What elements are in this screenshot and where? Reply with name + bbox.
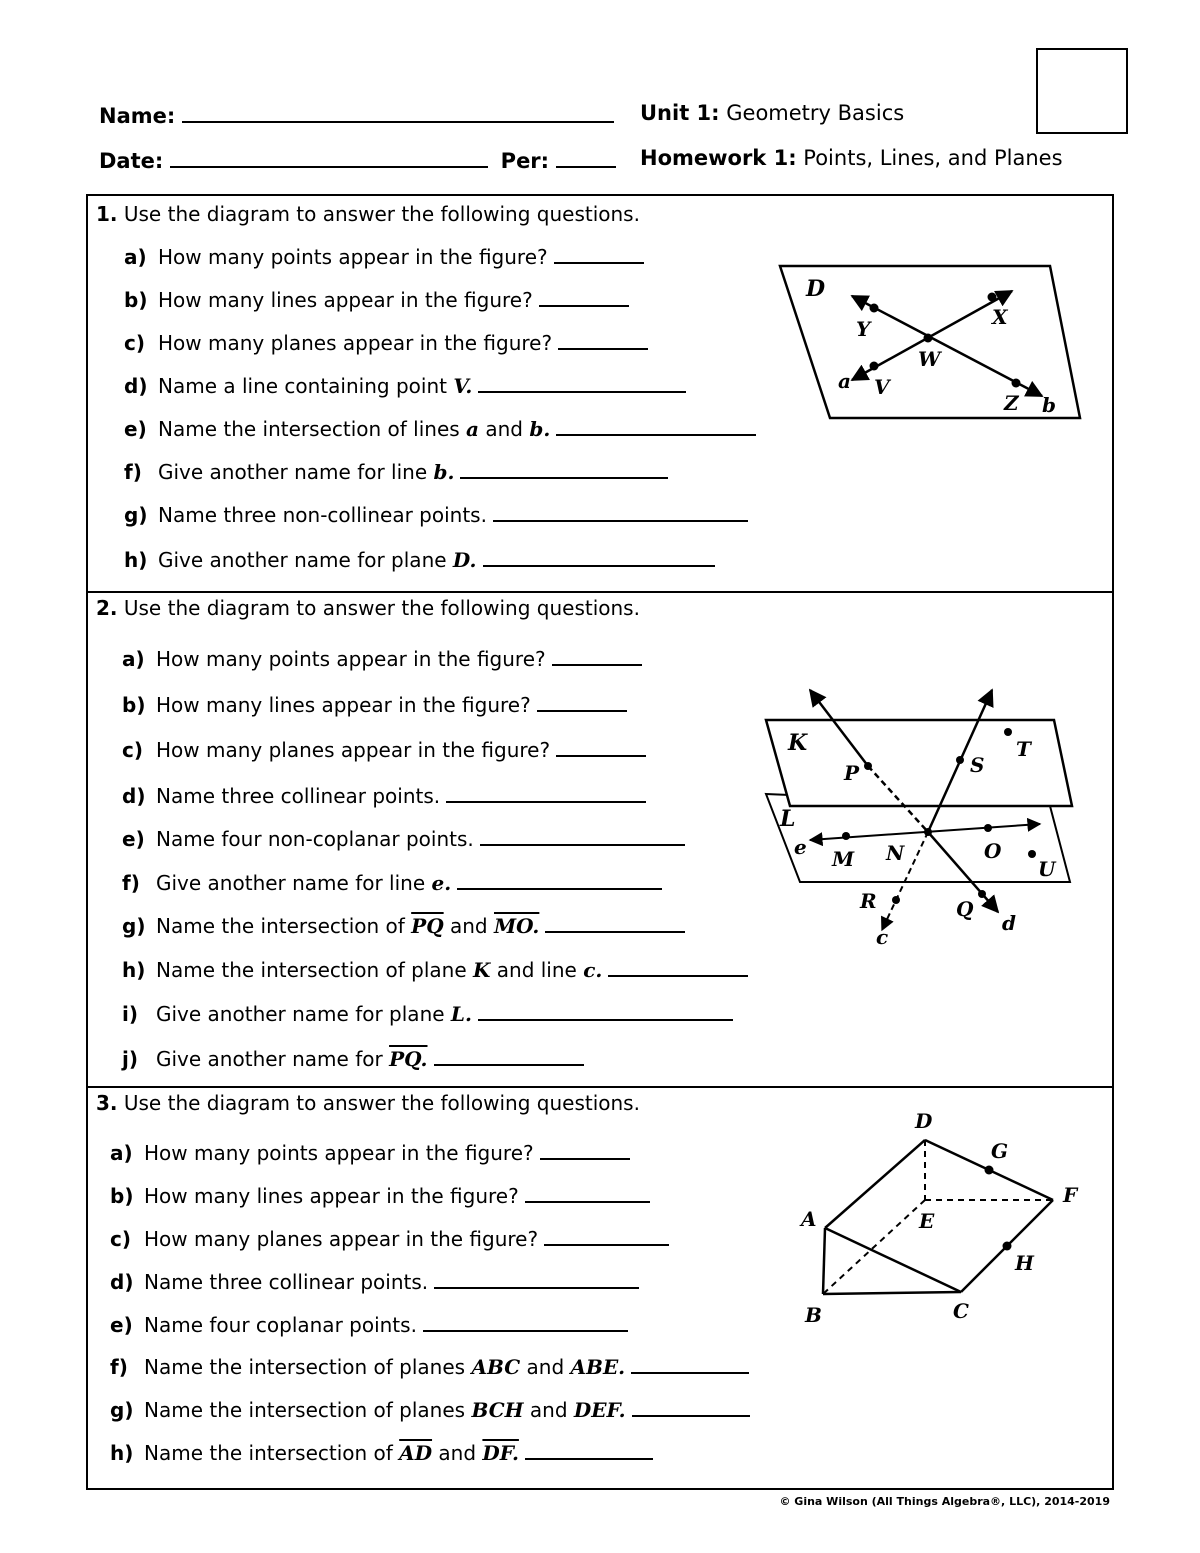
svg-text:K: K (788, 730, 808, 756)
answer-blank[interactable] (556, 737, 646, 757)
svg-text:G: G (991, 1139, 1009, 1163)
s2-question-j: j) Give another name for PQ. (122, 1046, 584, 1071)
score-box[interactable] (1036, 48, 1128, 134)
figure-2-planes-k-l (760, 682, 1090, 952)
unit-title: Geometry Basics (726, 101, 905, 125)
s1-question-g: g) Name three non-collinear points. (124, 502, 748, 527)
answer-blank[interactable] (632, 1397, 750, 1417)
answer-blank[interactable] (556, 416, 756, 436)
svg-text:U: U (1038, 857, 1056, 881)
svg-text:d: d (1002, 911, 1016, 935)
answer-blank[interactable] (539, 287, 629, 307)
section-2-title: 2. Use the diagram to answer the following questions. (96, 596, 640, 620)
answer-blank[interactable] (434, 1269, 639, 1289)
per-field[interactable] (556, 146, 616, 168)
answer-blank[interactable] (554, 244, 644, 264)
svg-text:A: A (801, 1207, 817, 1231)
svg-text:N: N (886, 841, 905, 865)
s2-question-g: g) Name the intersection of $\overline{PQ}$ and MO. (122, 913, 685, 938)
svg-text:b: b (1042, 393, 1056, 417)
svg-text:Y: Y (856, 317, 871, 341)
name-field[interactable] (182, 101, 614, 123)
s2-question-h: h) Name the intersection of plane K and line c. (122, 957, 748, 982)
answer-blank[interactable] (545, 913, 685, 933)
answer-blank[interactable] (457, 870, 662, 890)
svg-text:M: M (832, 847, 855, 871)
svg-text:Q: Q (956, 897, 974, 921)
svg-text:a: a (838, 369, 851, 393)
s3-question-a: a) How many points appear in the figure? (110, 1140, 630, 1165)
figure-1-plane-d (770, 258, 1090, 428)
homework-label: Homework 1: (640, 146, 797, 170)
s1-question-b: b) How many lines appear in the figure? (124, 287, 629, 312)
section-1-title: 1. Use the diagram to answer the following questions. (96, 202, 640, 226)
svg-text:Z: Z (1004, 391, 1019, 415)
answer-blank[interactable] (434, 1046, 584, 1066)
svg-text:R: R (860, 889, 877, 913)
s2-question-c: c) How many planes appear in the figure? (122, 737, 646, 762)
answer-blank[interactable] (423, 1312, 628, 1332)
svg-text:B: B (805, 1303, 822, 1327)
per-label: Per: (500, 149, 550, 173)
answer-blank[interactable] (537, 692, 627, 712)
date-field[interactable] (170, 146, 488, 168)
homework-row (640, 146, 1063, 170)
svg-text:S: S (970, 753, 985, 777)
homework-title: Points, Lines, and Planes (803, 146, 1063, 170)
s3-question-b: b) How many lines appear in the figure? (110, 1183, 650, 1208)
s3-question-c: c) How many planes appear in the figure? (110, 1226, 669, 1251)
name-row (99, 101, 614, 128)
svg-text:X: X (992, 305, 1008, 329)
answer-blank[interactable] (480, 826, 685, 846)
svg-text:V: V (874, 375, 890, 399)
svg-text:L: L (780, 806, 796, 832)
unit-row (640, 101, 904, 125)
answer-blank[interactable] (460, 459, 668, 479)
answer-blank[interactable] (478, 1001, 733, 1021)
copyright-footer: © Gina Wilson (All Things Algebra®, LLC), 2014-2019 (779, 1495, 1110, 1508)
s1-question-a: a) How many points appear in the figure? (124, 244, 644, 269)
answer-blank[interactable] (446, 783, 646, 803)
s1-question-c: c) How many planes appear in the figure? (124, 330, 648, 355)
figure-3-prism (795, 1104, 1095, 1334)
s3-question-e: e) Name four coplanar points. (110, 1312, 628, 1337)
answer-blank[interactable] (544, 1226, 669, 1246)
s2-question-b: b) How many lines appear in the figure? (122, 692, 627, 717)
answer-blank[interactable] (493, 502, 748, 522)
answer-blank[interactable] (478, 373, 686, 393)
s3-question-h: h) Name the intersection of $\overline{AD}$ and DF. (110, 1440, 653, 1465)
svg-text:c: c (876, 925, 889, 949)
s2-question-a: a) How many points appear in the figure? (122, 646, 642, 671)
svg-text:O: O (984, 839, 1002, 863)
svg-text:E: E (919, 1209, 935, 1233)
answer-blank[interactable] (540, 1140, 630, 1160)
s1-question-f: f) Give another name for line b. (124, 459, 668, 484)
svg-text:C: C (953, 1299, 969, 1323)
s1-question-e: e) Name the intersection of lines a and b. (124, 416, 756, 441)
answer-blank[interactable] (552, 646, 642, 666)
svg-text:W: W (918, 347, 941, 371)
s2-question-i: i) Give another name for plane L. (122, 1001, 733, 1026)
answer-blank[interactable] (525, 1183, 650, 1203)
svg-text:H: H (1015, 1251, 1034, 1275)
svg-text:P: P (844, 761, 860, 785)
answer-blank[interactable] (631, 1354, 749, 1374)
answer-blank[interactable] (558, 330, 648, 350)
s3-question-f: f) Name the intersection of planes ABC and ABE. (110, 1354, 749, 1379)
answer-blank[interactable] (525, 1440, 653, 1460)
s2-question-e: e) Name four non-coplanar points. (122, 826, 685, 851)
svg-text:D: D (915, 1109, 933, 1133)
s2-question-f: f) Give another name for line e. (122, 870, 662, 895)
date-label: Date: (99, 149, 164, 173)
s1-question-d: d) Name a line containing point V. (124, 373, 686, 398)
s3-question-d: d) Name three collinear points. (110, 1269, 639, 1294)
svg-text:T: T (1016, 737, 1031, 761)
unit-label: Unit 1: (640, 101, 720, 125)
s2-question-d: d) Name three collinear points. (122, 783, 646, 808)
section-3-title: 3. Use the diagram to answer the following questions. (96, 1091, 640, 1115)
date-row (99, 146, 616, 173)
svg-text:e: e (794, 835, 807, 859)
svg-text:F: F (1063, 1183, 1078, 1207)
s3-question-g: g) Name the intersection of planes BCH and DEF. (110, 1397, 750, 1422)
name-label: Name: (99, 104, 176, 128)
answer-blank[interactable] (608, 957, 748, 977)
answer-blank[interactable] (483, 547, 715, 567)
s1-question-h: h) Give another name for plane D. (124, 547, 715, 572)
plane-label: D (806, 276, 826, 302)
